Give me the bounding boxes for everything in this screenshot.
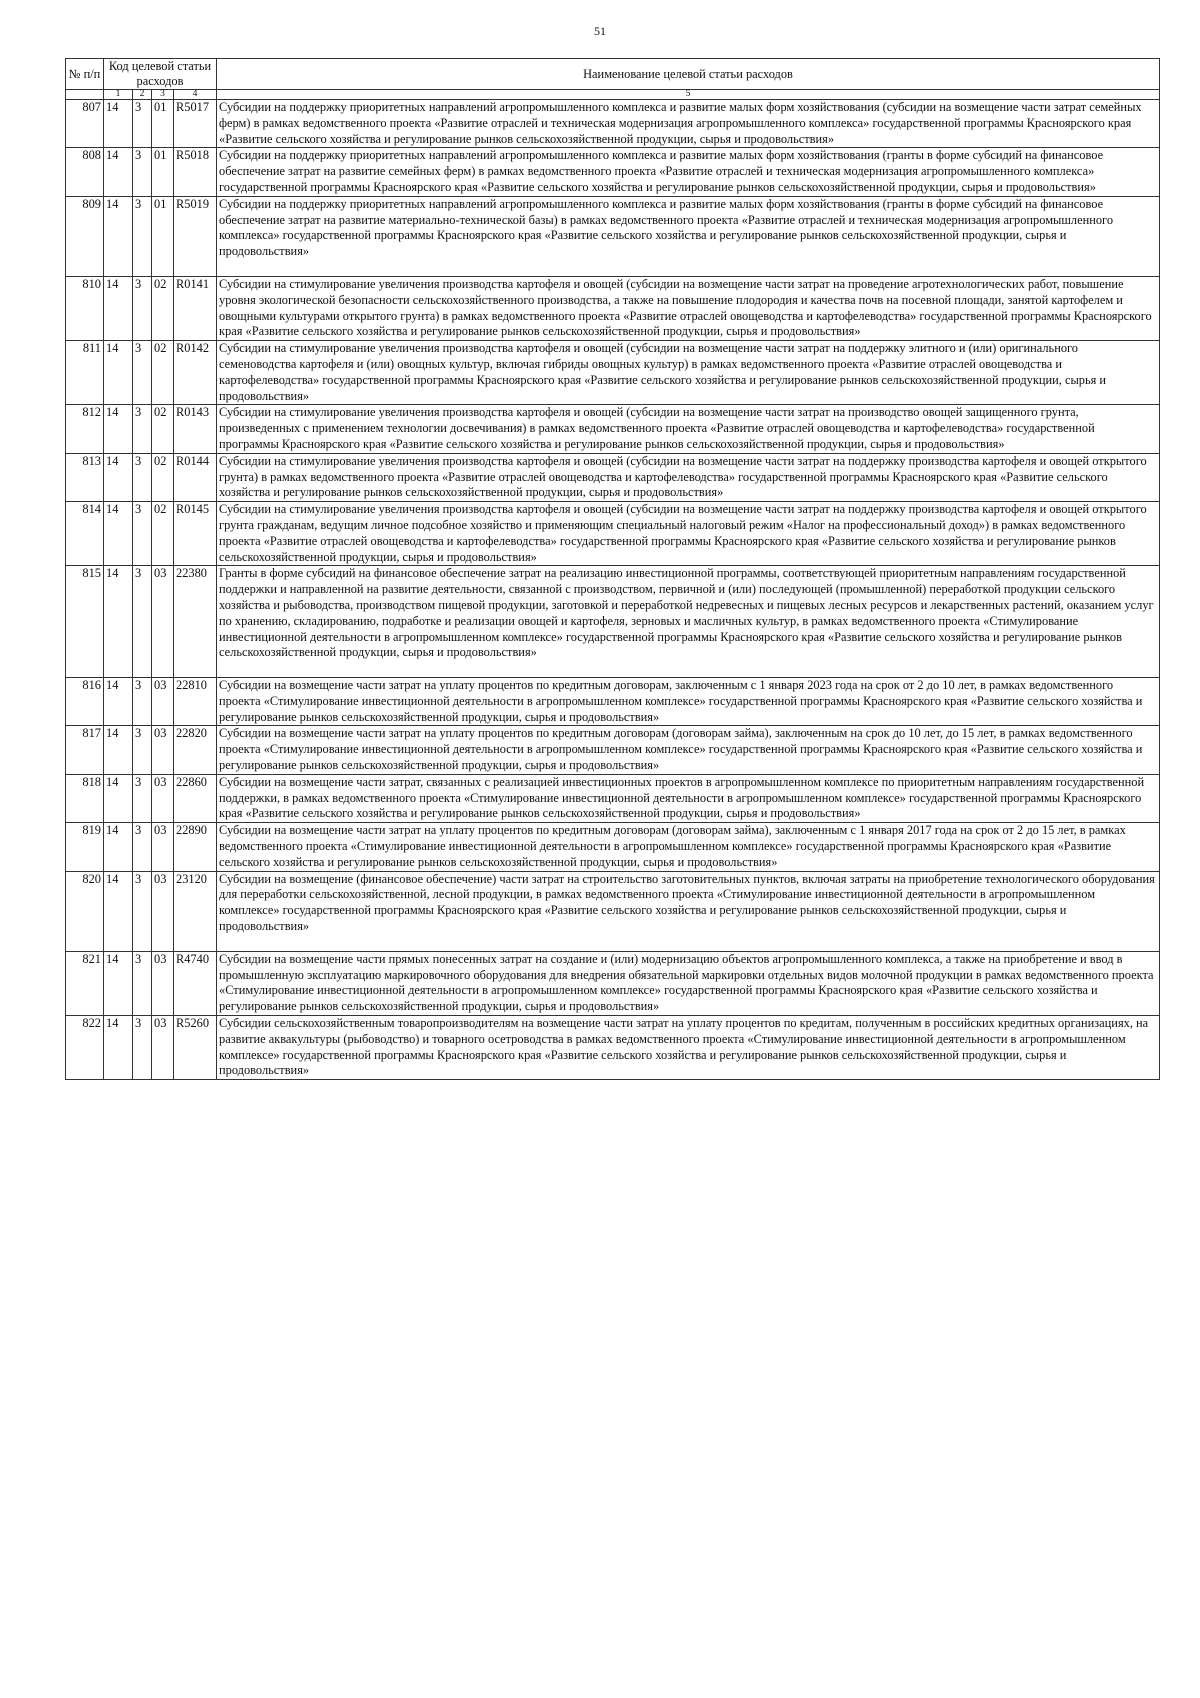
header-name: Наименование целевой статьи расходов [217,59,1160,90]
code-section: 14 [104,405,133,453]
row-number: 808 [66,148,104,196]
code-project: 03 [152,823,174,871]
table-row [66,341,1160,405]
code-direction: R5017 [174,100,217,148]
table-row [66,502,1160,566]
table-row [66,726,1160,774]
code-direction: R0142 [174,341,217,405]
code-project: 03 [152,774,174,822]
code-subsection: 3 [133,405,152,453]
code-project: 02 [152,405,174,453]
row-name: Субсидии на возмещение части затрат, связанных с реализацией инвестиционных проектов в агропромышленном комплексе по приоритетным направлениям государственной поддержки, в рамках ведомственного проекта «Стимулирование инвестиционной деятельности в агропромышленном комплексе» государственной программы Красноярского края «Развитие сельского хозяйства и регулирование рынков сельскохозяйственной продукции, сырья и продовольствия» [217,774,1160,822]
code-subsection: 3 [133,100,152,148]
code-subsection: 3 [133,148,152,196]
column-number: 3 [152,90,174,100]
code-section: 14 [104,148,133,196]
row-number: 817 [66,726,104,774]
code-project: 01 [152,196,174,276]
column-number: 1 [104,90,133,100]
code-project: 03 [152,566,174,678]
row-number: 811 [66,341,104,405]
code-direction: 22860 [174,774,217,822]
row-number: 812 [66,405,104,453]
row-name: Субсидии на поддержку приоритетных направлений агропромышленного комплекса и развитие малых форм хозяйствования (гранты в форме субсидий на финансовое обеспечение затрат на развитие семейных ферм) в рамках ведомственного проекта «Развитие отраслей и техническая модернизация агропромышленного комплекса» государственной программы Красноярского края «Развитие сельского хозяйства и регулирование рынков сельскохозяйственной продукции, сырья и продовольствия» [217,148,1160,196]
code-subsection: 3 [133,502,152,566]
code-direction: 22810 [174,678,217,726]
table-row [66,453,1160,501]
header-row [66,59,1160,90]
code-section: 14 [104,951,133,1015]
row-name: Субсидии сельскохозяйственным товаропроизводителям на возмещение части затрат на уплату процентов по кредитам, полученным в российских кредитных организациях, на развитие аквакультуры (рыбоводство) и товарного осетроводства в рамках ведомственного проекта «Стимулирование инвестиционной деятельности в агропромышленном комплексе» государственной программы Красноярского края «Развитие сельского хозяйства и регулирование рынков сельскохозяйственной продукции, сырья и продовольствия» [217,1016,1160,1080]
row-name: Субсидии на стимулирование увеличения производства картофеля и овощей (субсидии на возмещение части затрат на производство овощей защищенного грунта, произведенных с применением технологии досвечивания) в рамках ведомственного проекта «Развитие отраслей овощеводства и картофелеводства» государственной программы Красноярского края «Развитие сельского хозяйства и регулирование рынков сельскохозяйственной продукции, сырья и продовольствия» [217,405,1160,453]
code-subsection: 3 [133,196,152,276]
code-section: 14 [104,1016,133,1080]
row-name: Субсидии на возмещение части затрат на уплату процентов по кредитным договорам (договорам займа), заключенным с 1 января 2017 года на срок от 2 до 15 лет, в рамках ведомственного проекта «Стимулирование инвестиционной деятельности в агропромышленном комплексе» государственной программы Красноярского края «Развитие сельского хозяйства и регулирование рынков сельскохозяйственной продукции, сырья и продовольствия» [217,823,1160,871]
row-name: Субсидии на поддержку приоритетных направлений агропромышленного комплекса и развитие малых форм хозяйствования (гранты в форме субсидий на финансовое обеспечение затрат на развитие материально-технической базы) в рамках ведомственного проекта «Развитие отраслей и техническая модернизация агропромышленного комплекса» государственной программы Красноярского края «Развитие сельского хозяйства и регулирование рынков сельскохозяйственной продукции, сырья и продовольствия» [217,196,1160,276]
table-row [66,100,1160,148]
table-row [66,774,1160,822]
table-row [66,276,1160,340]
table-row [66,871,1160,951]
column-number: 5 [217,90,1160,100]
column-number: 4 [174,90,217,100]
code-direction: 23120 [174,871,217,951]
page-number: 51 [594,24,606,38]
code-subsection: 3 [133,726,152,774]
budget-codes-table [65,58,1160,1080]
code-project: 03 [152,678,174,726]
code-direction: R4740 [174,951,217,1015]
code-project: 03 [152,1016,174,1080]
code-project: 01 [152,148,174,196]
row-number: 816 [66,678,104,726]
header-num: № п/п [66,59,104,90]
row-number: 822 [66,1016,104,1080]
row-number: 815 [66,566,104,678]
table-row [66,1016,1160,1080]
code-project: 02 [152,276,174,340]
code-subsection: 3 [133,774,152,822]
row-number: 810 [66,276,104,340]
row-number: 813 [66,453,104,501]
code-section: 14 [104,502,133,566]
code-subsection: 3 [133,871,152,951]
row-number: 814 [66,502,104,566]
code-direction: R5018 [174,148,217,196]
code-project: 03 [152,726,174,774]
code-section: 14 [104,453,133,501]
table-row [66,951,1160,1015]
code-subsection: 3 [133,823,152,871]
code-direction: R0145 [174,502,217,566]
code-direction: R5260 [174,1016,217,1080]
table-row [66,405,1160,453]
row-number: 807 [66,100,104,148]
row-name: Субсидии на возмещение части прямых понесенных затрат на создание и (или) модернизацию объектов агропромышленного комплекса, а также на приобретение и ввод в промышленную эксплуатацию маркировочного оборудования для внедрения обязательной маркировки отдельных видов молочной продукции в рамках ведомственного проекта «Стимулирование инвестиционной деятельности в агропромышленном комплексе» государственной программы Красноярского края «Развитие сельского хозяйства и регулирование рынков сельскохозяйственной продукции, сырья и продовольствия» [217,951,1160,1015]
code-direction: R0143 [174,405,217,453]
code-subsection: 3 [133,453,152,501]
code-section: 14 [104,678,133,726]
row-name: Субсидии на стимулирование увеличения производства картофеля и овощей (субсидии на возмещение части затрат на поддержку производства картофеля и овощей открытого грунта) в рамках ведомственного проекта «Развитие отраслей овощеводства и картофелеводства» государственной программы Красноярского края «Развитие сельского хозяйства и регулирование рынков сельскохозяйственной продукции, сырья и продовольствия» [217,453,1160,501]
code-subsection: 3 [133,276,152,340]
code-section: 14 [104,341,133,405]
row-name: Субсидии на возмещение части затрат на уплату процентов по кредитным договорам (договорам займа), заключенным на срок до 10 лет, до 15 лет, в рамках ведомственного проекта «Стимулирование инвестиционной деятельности в агропромышленном комплексе» государственной программы Красноярского края «Развитие сельского хозяйства и регулирование рынков сельскохозяйственной продукции, сырья и продовольствия» [217,726,1160,774]
row-number: 820 [66,871,104,951]
row-name: Гранты в форме субсидий на финансовое обеспечение затрат на реализацию инвестиционной программы, соответствующей приоритетным направлениям государственной поддержки и направленной на развитие деятельности, связанной с производством, первичной и (или) последующей (промышленной) переработкой продукции сельского хозяйства и рыбоводства, производством пищевой продукции, заготовкой и переработкой недревесных и пищевых лесных ресурсов и лекарственных растений, оказанием услуг по хранению, складированию, подработке и реализации овощей и картофеля, зерновых и масличных культур, в рамках ведомственного проекта «Стимулирование инвестиционной деятельности в агропромышленном комплексе» государственной программы Красноярского края «Развитие сельского хозяйства и регулирование рынков сельскохозяйственной продукции, сырья и продовольствия» [217,566,1160,678]
code-subsection: 3 [133,1016,152,1080]
code-section: 14 [104,871,133,951]
code-section: 14 [104,100,133,148]
code-direction: R0141 [174,276,217,340]
row-number: 819 [66,823,104,871]
code-direction: R0144 [174,453,217,501]
code-project: 03 [152,871,174,951]
code-subsection: 3 [133,566,152,678]
column-numbers-row [66,90,1160,100]
row-name: Субсидии на возмещение (финансовое обеспечение) части затрат на строительство заготовительных пунктов, включая затраты на приобретение технологического оборудования для переработки сельскохозяйственной, лесной продукции, в рамках ведомственного проекта «Стимулирование инвестиционной деятельности в агропромышленном комплексе» государственной программы Красноярского края «Развитие сельского хозяйства и регулирование рынков сельскохозяйственной продукции, сырья и продовольствия» [217,871,1160,951]
table-row [66,678,1160,726]
code-direction: R5019 [174,196,217,276]
code-direction: 22820 [174,726,217,774]
header-code: Код целевой статьи расходов [104,59,217,90]
row-name: Субсидии на стимулирование увеличения производства картофеля и овощей (субсидии на возмещение части затрат на поддержку элитного и (или) оригинального семеноводства картофеля и (или) овощных культур, включая гибриды овощных культур) в рамках ведомственного проекта «Развитие отраслей овощеводства и картофелеводства» государственной программы Красноярского края «Развитие сельского хозяйства и регулирование рынков сельскохозяйственной продукции, сырья и продовольствия» [217,341,1160,405]
code-project: 02 [152,453,174,501]
table-row [66,566,1160,678]
column-number [66,90,104,100]
row-name: Субсидии на стимулирование увеличения производства картофеля и овощей (субсидии на возмещение части затрат на поддержку производства картофеля и овощей открытого грунта гражданам, ведущим личное подсобное хозяйство и применяющим специальный налоговый режим «Налог на профессиональный доход») в рамках ведомственного проекта «Развитие отраслей овощеводства и картофелеводства» государственной программы Красноярского края «Развитие сельского хозяйства и регулирование рынков сельскохозяйственной продукции, сырья и продовольствия» [217,502,1160,566]
table-row [66,148,1160,196]
row-name: Субсидии на возмещение части затрат на уплату процентов по кредитным договорам, заключенным с 1 января 2023 года на срок от 2 до 10 лет, в рамках ведомственного проекта «Стимулирование инвестиционной деятельности в агропромышленном комплексе» государственной программы Красноярского края «Развитие сельского хозяйства и регулирование рынков сельскохозяйственной продукции, сырья и продовольствия» [217,678,1160,726]
code-project: 03 [152,951,174,1015]
row-name: Субсидии на поддержку приоритетных направлений агропромышленного комплекса и развитие малых форм хозяйствования (субсидии на возмещение части затрат семейных ферм) в рамках ведомственного проекта «Развитие отраслей и техническая модернизация агропромышленного комплекса» государственной программы Красноярского края «Развитие сельского хозяйства и регулирование рынков сельскохозяйственной продукции, сырья и продовольствия» [217,100,1160,148]
code-subsection: 3 [133,341,152,405]
code-section: 14 [104,276,133,340]
code-section: 14 [104,566,133,678]
code-section: 14 [104,196,133,276]
code-project: 02 [152,502,174,566]
code-subsection: 3 [133,951,152,1015]
code-section: 14 [104,823,133,871]
row-number: 821 [66,951,104,1015]
code-direction: 22380 [174,566,217,678]
table-row [66,196,1160,276]
code-project: 02 [152,341,174,405]
code-section: 14 [104,726,133,774]
row-number: 809 [66,196,104,276]
code-project: 01 [152,100,174,148]
code-direction: 22890 [174,823,217,871]
table-row [66,823,1160,871]
code-subsection: 3 [133,678,152,726]
row-number: 818 [66,774,104,822]
row-name: Субсидии на стимулирование увеличения производства картофеля и овощей (субсидии на возмещение части затрат на проведение агротехнологических работ, повышение уровня экологической безопасности сельскохозяйственного производства, а также на повышение плодородия и качества почв на посевной площади, занятой картофелем и овощными культурами открытого грунта) в рамках ведомственного проекта «Развитие отраслей овощеводства и картофелеводства» государственной программы Красноярского края «Развитие сельского хозяйства и регулирование рынков сельскохозяйственной продукции, сырья и продовольствия» [217,276,1160,340]
code-section: 14 [104,774,133,822]
column-number: 2 [133,90,152,100]
